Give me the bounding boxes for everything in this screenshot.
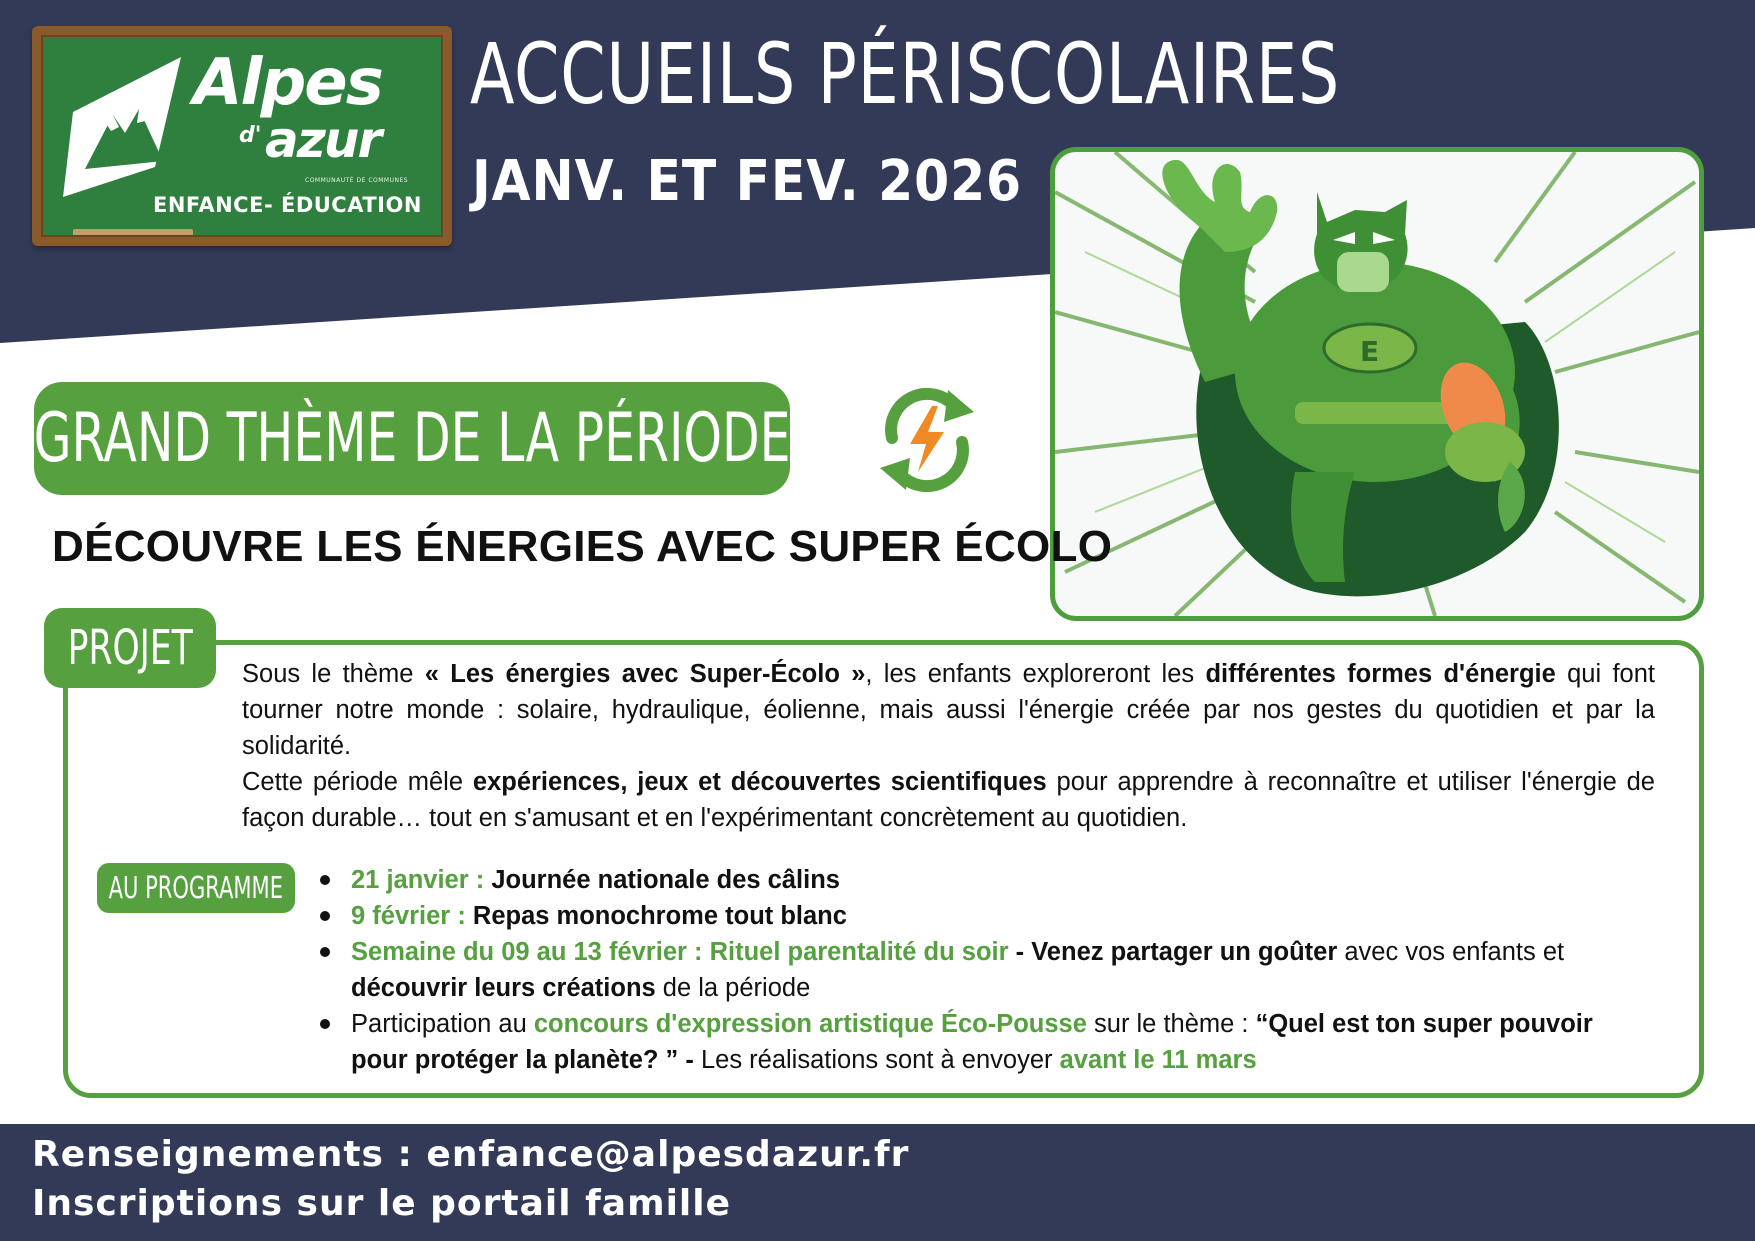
logo-sub: azur xyxy=(265,111,381,169)
logo-small-caption: COMMUNAUTÉ DE COMMUNES xyxy=(305,177,409,184)
project-paragraph-2: Cette période mêle expériences, jeux et découvertes scientifiques pour apprendre à reconnaître et utiliser l'énergie de façon durable… tout en s'amusant et en l'expérimentant concrètement au quotidien. xyxy=(242,768,1655,832)
svg-text:E: E xyxy=(1360,335,1380,368)
logo-tagline: ENFANCE- ÉDUCATION xyxy=(153,193,422,217)
theme-subtitle: DÉCOUVRE LES ÉNERGIES AVEC SUPER ÉCOLO xyxy=(52,522,1113,571)
logo-d: d' xyxy=(239,123,262,148)
list-item: Participation au concours d'expression artistique Éco-Pousse sur le thème : “Quel est ton super pouvoir pour protéger la planète? ” - Les réalisations sont à envoyer avant le 11 mars xyxy=(320,1006,1620,1078)
chalk-ledge xyxy=(73,229,193,237)
registration-info: Inscriptions sur le portail famille xyxy=(32,1183,732,1224)
logo-chalkboard xyxy=(32,26,452,246)
logo-name: Alpes xyxy=(193,46,382,120)
programme-tag: AU PROGRAMME xyxy=(97,863,295,913)
list-item: Semaine du 09 au 13 février : Rituel parentalité du soir - Venez partager un goûter avec vos enfants et découvrir leurs créations de la période xyxy=(320,934,1620,1006)
contact-info: Renseignements : enfance@alpesdazur.fr xyxy=(32,1134,910,1175)
project-tag: PROJET xyxy=(44,608,216,688)
page-title: ACCUEILS PÉRISCOLAIRES xyxy=(470,25,1341,123)
period-title: JANV. ET FEV. 2026 xyxy=(472,149,1023,214)
super-ecolo-hero-illustration xyxy=(1055,152,1699,616)
theme-banner xyxy=(34,382,790,495)
programme-list xyxy=(320,862,1620,1078)
project-description xyxy=(242,656,1655,836)
list-item: 21 janvier : Journée nationale des câlins xyxy=(320,862,1620,898)
theme-banner-label: GRAND THÈME DE LA PÉRIODE xyxy=(33,399,791,478)
logo xyxy=(41,35,443,237)
list-item: 9 février : Repas monochrome tout blanc xyxy=(320,898,1620,934)
mountain-icon xyxy=(63,57,193,197)
energy-recycle-icon xyxy=(862,380,992,498)
hero-illustration-frame xyxy=(1050,147,1704,621)
project-paragraph-1: Sous le thème « Les énergies avec Super-Écolo », les enfants exploreront les différentes formes d'énergie qui font tourner notre monde : solaire, hydraulique, éolienne, mais aussi l'énergie créée par nos gestes du quotidien et par la solidarité. xyxy=(242,660,1655,760)
